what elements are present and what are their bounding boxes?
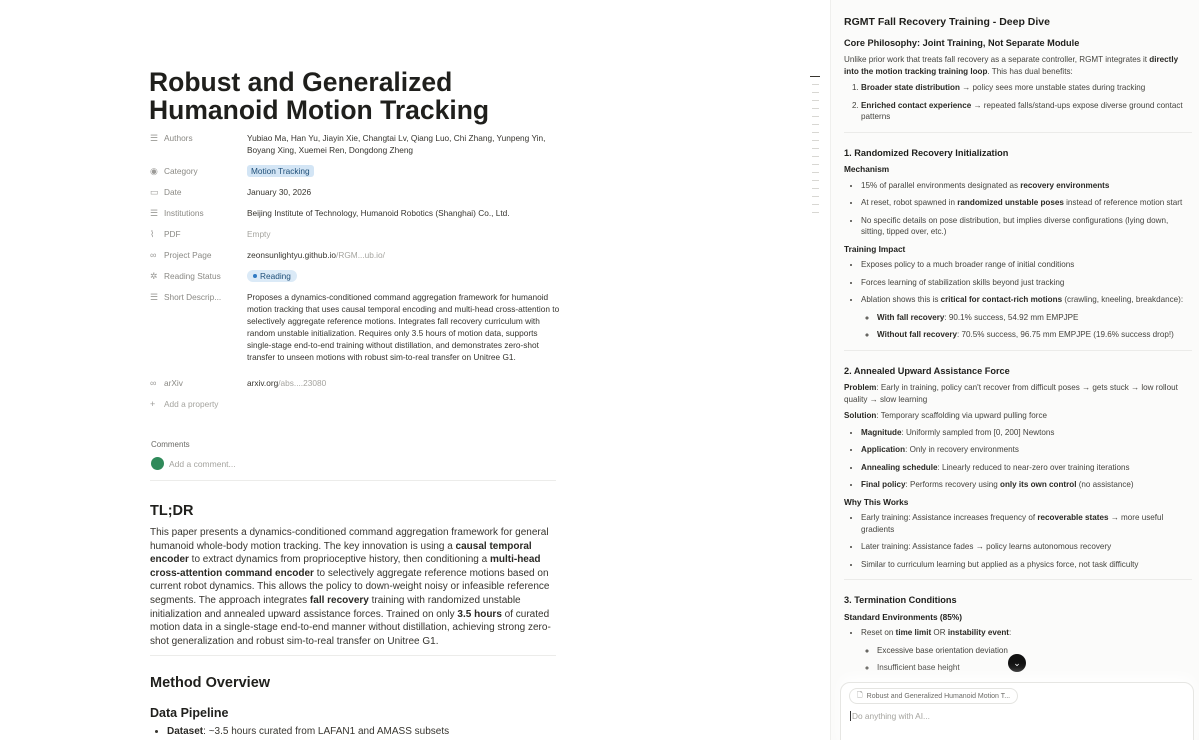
list-item bbox=[861, 277, 1192, 289]
bold-text: Application bbox=[861, 445, 906, 454]
property-label-text: Category bbox=[164, 166, 198, 176]
category-tag[interactable]: Motion Tracking bbox=[247, 165, 314, 177]
comment-placeholder[interactable]: Add a comment... bbox=[169, 458, 236, 469]
list-item bbox=[861, 427, 1192, 439]
paperclip-icon: ⌇ bbox=[150, 229, 155, 239]
select-circle-icon: ◉ bbox=[150, 166, 158, 176]
bold-text: Magnitude bbox=[861, 427, 902, 437]
property-label-text: Date bbox=[164, 187, 182, 197]
link-path[interactable]: /abs....23080 bbox=[278, 378, 327, 388]
list-item bbox=[861, 215, 1192, 238]
status-icon: ✲ bbox=[150, 271, 158, 281]
text-segment: : ~3.5 hours curated from LAFAN1 and AMASS subsets bbox=[203, 726, 450, 737]
text-segment: : 90.1% success, 54.92 mm EMPJPE bbox=[944, 312, 1079, 322]
text-segment: of curated motion data in a single-stage end-to-end manner without distillation, achieving strong zero-shot generalization and robust sim-to-real transfer on Unitree G1. bbox=[150, 608, 551, 647]
list-item bbox=[861, 541, 1192, 553]
list-item bbox=[861, 479, 1192, 491]
text-segment: Similar to curriculum learning but applied as a physics force, not task difficulty bbox=[861, 559, 1139, 569]
divider bbox=[844, 579, 1192, 580]
text-segment: This paper presents a dynamics-conditioned command aggregation framework for general humanoid whole-body motion tracking. The key innovation is using a bbox=[150, 527, 549, 552]
property-value[interactable] bbox=[247, 228, 560, 240]
sub-list-item bbox=[877, 312, 1192, 324]
context-chip[interactable] bbox=[849, 688, 1018, 704]
link-domain[interactable]: arxiv.org bbox=[247, 378, 279, 388]
text-segment: : 70.5% success, 96.75 mm EMPJPE (19.6% success drop!) bbox=[956, 330, 1174, 339]
bold-text: only its own control bbox=[1000, 480, 1077, 489]
text-segment: training with randomized unstable initialization and annealed upward assistance forces. Trained on only bbox=[150, 594, 521, 620]
property-row[interactable] bbox=[150, 249, 560, 261]
context-chip-label: Robust and Generalized Humanoid Motion T... bbox=[866, 692, 1011, 700]
text-lines-icon: ☰ bbox=[150, 133, 159, 143]
mechanism-list bbox=[861, 180, 1192, 238]
bold-text: 3.5 hours bbox=[457, 608, 502, 620]
ai-input[interactable]: Do anything with AI... bbox=[852, 711, 930, 721]
property-label-text: Project Page bbox=[164, 250, 212, 260]
status-badge[interactable] bbox=[247, 270, 297, 282]
data-pipeline-list bbox=[167, 725, 573, 739]
text-segment: (crawling, kneeling, breakdance): bbox=[1062, 295, 1184, 304]
property-label-text: PDF bbox=[164, 229, 181, 239]
mechanism-heading: Mechanism bbox=[844, 164, 890, 174]
divider bbox=[150, 655, 556, 656]
bold-text: Solution bbox=[844, 411, 877, 420]
property-label-text: arXiv bbox=[164, 378, 183, 388]
method-heading: Method Overview bbox=[150, 675, 271, 691]
tldr-text bbox=[150, 526, 556, 648]
add-comment[interactable] bbox=[151, 457, 236, 470]
property-label[interactable] bbox=[150, 228, 247, 240]
property-value[interactable] bbox=[247, 249, 560, 261]
bold-text: recoverable states bbox=[1037, 513, 1109, 522]
bold-text: multi-head cross-attention command encoder bbox=[150, 554, 541, 579]
plus-icon: + bbox=[150, 399, 156, 409]
properties bbox=[150, 132, 560, 419]
bold-text: recovery environments bbox=[1020, 180, 1110, 190]
property-label-text: Authors bbox=[164, 133, 193, 143]
bold-text: Problem bbox=[844, 383, 877, 392]
response-title: RGMT Fall Recovery Training - Deep Dive bbox=[844, 16, 1050, 28]
property-value[interactable] bbox=[247, 377, 560, 389]
property-value-text: Beijing Institute of Technology, Humanoid Robotics (Shanghai) Co., Ltd. bbox=[247, 208, 510, 218]
property-row[interactable] bbox=[150, 377, 560, 389]
section-2-heading: 2. Annealed Upward Assistance Force bbox=[844, 365, 1010, 376]
list-item bbox=[861, 197, 1192, 209]
list-item bbox=[861, 100, 1192, 123]
list-item bbox=[861, 559, 1192, 571]
text-segment: OR bbox=[931, 628, 948, 637]
sub-list-item bbox=[877, 662, 1192, 674]
text-lines-icon: ☰ bbox=[150, 208, 159, 218]
property-label-text: Short Descrip... bbox=[164, 292, 222, 302]
property-label[interactable] bbox=[150, 165, 247, 177]
property-value[interactable] bbox=[247, 270, 560, 282]
text-segment: Later training: Assistance fades → policy learns autonomous recovery bbox=[861, 542, 1112, 551]
page-title[interactable]: Robust and Generalized Humanoid Motion Tracking bbox=[149, 67, 490, 125]
text-segment: to extract dynamics from proprioceptive history, then conditioning a bbox=[188, 554, 490, 566]
ai-panel bbox=[830, 0, 1199, 740]
text-segment: instead of reference motion start bbox=[1063, 198, 1183, 207]
add-property-button[interactable] bbox=[150, 398, 560, 410]
property-value[interactable] bbox=[247, 132, 560, 156]
solution-list bbox=[861, 427, 1192, 491]
scroll-down-button[interactable] bbox=[1008, 654, 1026, 672]
property-value-text: January 30, 2026 bbox=[247, 187, 312, 197]
property-label[interactable] bbox=[150, 270, 247, 282]
bold-text: Final policy bbox=[861, 480, 906, 489]
why-list bbox=[861, 512, 1192, 570]
property-label[interactable] bbox=[150, 207, 247, 219]
divider bbox=[844, 132, 1192, 133]
standard-env-heading: Standard Environments (85%) bbox=[844, 611, 963, 622]
text-segment: Ablation shows this is bbox=[861, 295, 941, 304]
calendar-icon: ▭ bbox=[150, 187, 159, 197]
property-row[interactable] bbox=[150, 270, 560, 282]
section-3-heading: 3. Termination Conditions bbox=[844, 595, 957, 605]
bold-text: fall recovery bbox=[309, 594, 369, 606]
chevron-down-icon: ⌄ bbox=[1013, 657, 1021, 668]
property-label[interactable] bbox=[150, 186, 247, 198]
list-item bbox=[167, 725, 573, 739]
text-segment: : Only in recovery environments bbox=[905, 445, 1019, 454]
text-segment: to selectively aggregate reference motions based on current robot dynamics. This allows the policy to down-weight noisy or infeasible reference segments. The approach integrates bbox=[150, 567, 550, 606]
sub-list bbox=[877, 312, 1192, 341]
sub-list-item bbox=[877, 645, 1192, 657]
property-value[interactable] bbox=[247, 186, 560, 198]
bold-text: randomized unstable poses bbox=[957, 198, 1064, 207]
property-value-text: Empty bbox=[247, 229, 271, 239]
list-item bbox=[861, 82, 1192, 94]
bold-text: Broader state distribution bbox=[861, 83, 960, 92]
avatar bbox=[151, 457, 164, 470]
comments-label: Comments bbox=[151, 440, 190, 449]
bold-text: Without fall recovery bbox=[877, 330, 957, 339]
bold-text: Annealing schedule bbox=[861, 462, 938, 472]
link-path[interactable]: /RGM...ub.io/ bbox=[336, 250, 385, 260]
property-row[interactable] bbox=[150, 132, 560, 156]
text-segment: : Performs recovery using bbox=[905, 480, 1000, 489]
bold-text: instability event bbox=[947, 628, 1009, 637]
text-segment: Excessive base orientation deviation bbox=[877, 645, 1008, 655]
text-segment: 15% of parallel environments designated as bbox=[861, 180, 1021, 190]
property-row[interactable] bbox=[150, 291, 560, 363]
text-segment: Early training: Assistance increases frequency of bbox=[861, 513, 1038, 522]
property-value-text: Yubiao Ma, Han Yu, Jiayin Xie, Changtai Lv, Qiang Luo, Chi Zhang, Yunpeng Yin, Boyang Xing, Xuemei Ren, Dongdong Zheng bbox=[247, 133, 546, 155]
bold-text: directly into the motion tracking training loop bbox=[844, 55, 1179, 76]
list-item bbox=[861, 462, 1192, 474]
property-value[interactable] bbox=[247, 207, 560, 219]
divider bbox=[844, 350, 1192, 351]
why-heading: Why This Works bbox=[844, 496, 909, 507]
ai-composer[interactable] bbox=[840, 682, 1194, 740]
solution-text bbox=[844, 410, 1192, 422]
text-segment: → policy sees more unstable states during tracking bbox=[959, 83, 1146, 92]
property-value[interactable] bbox=[247, 165, 560, 177]
link-icon: ∞ bbox=[150, 250, 157, 260]
text-segment: Forces learning of stabilization skills beyond just tracking bbox=[861, 277, 1065, 287]
impact-heading: Training Impact bbox=[844, 243, 906, 254]
status-dot bbox=[253, 274, 257, 278]
status-label: Reading bbox=[260, 271, 291, 281]
data-pipeline-heading: Data Pipeline bbox=[150, 706, 229, 720]
problem-text bbox=[844, 382, 1192, 405]
property-label[interactable] bbox=[150, 377, 247, 389]
impact-list bbox=[861, 259, 1192, 341]
link-icon: ∞ bbox=[150, 378, 157, 388]
text-segment: No specific details on pose distribution, but implies diverse configurations (lying down, sitting, tipped over, etc.) bbox=[861, 215, 1169, 236]
sub-list-item bbox=[877, 329, 1192, 341]
divider bbox=[150, 480, 556, 481]
property-label[interactable] bbox=[150, 132, 247, 156]
add-property-label: Add a property bbox=[164, 399, 219, 409]
page-icon: 🗋 bbox=[857, 691, 863, 699]
list-item bbox=[861, 180, 1192, 192]
core-intro bbox=[844, 54, 1192, 77]
bold-text: Dataset bbox=[167, 726, 204, 737]
list-item bbox=[861, 259, 1192, 271]
bold-text: Enriched contact experience bbox=[861, 100, 972, 110]
text-segment: Reset on bbox=[861, 628, 896, 637]
text-segment: : Early in training, policy can't recover from difficult poses → gets stuck → low rollout quality → slow learning bbox=[844, 383, 1178, 404]
tldr-heading: TL;DR bbox=[150, 503, 194, 519]
text-segment: : Linearly reduced to near-zero over training iterations bbox=[937, 462, 1130, 472]
list-item bbox=[861, 444, 1192, 456]
bold-text: time limit bbox=[895, 628, 932, 637]
list-item bbox=[861, 294, 1192, 341]
text-segment: : bbox=[1009, 628, 1012, 637]
text-segment: . This has dual benefits: bbox=[987, 66, 1073, 76]
property-label-text: Reading Status bbox=[164, 271, 221, 281]
list-item bbox=[861, 512, 1192, 535]
property-row[interactable] bbox=[150, 228, 560, 240]
core-list bbox=[861, 82, 1192, 123]
ai-response bbox=[844, 17, 1192, 697]
table-of-contents[interactable] bbox=[810, 76, 820, 220]
bold-text: critical for contact-rich motions bbox=[940, 295, 1063, 304]
property-label[interactable] bbox=[150, 291, 247, 363]
text-segment: : Temporary scaffolding via upward pulling force bbox=[876, 411, 1048, 420]
text-segment: Unlike prior work that treats fall recovery as a separate controller, RGMT integrates it bbox=[844, 55, 1150, 64]
section-1-heading: 1. Randomized Recovery Initialization bbox=[844, 147, 1009, 158]
property-value[interactable] bbox=[247, 291, 560, 363]
property-label[interactable] bbox=[150, 249, 247, 261]
text-segment: : Uniformly sampled from [0, 200] Newtons bbox=[901, 427, 1055, 437]
text-segment: At reset, robot spawned in bbox=[861, 198, 958, 207]
core-heading: Core Philosophy: Joint Training, Not Separate Module bbox=[844, 37, 1080, 48]
text-segment: Exposes policy to a much broader range of initial conditions bbox=[861, 260, 1075, 269]
bold-text: With fall recovery bbox=[877, 312, 945, 322]
text-segment: (no assistance) bbox=[1076, 480, 1134, 489]
property-row[interactable] bbox=[150, 186, 560, 198]
property-value-text: Proposes a dynamics-conditioned command aggregation framework for humanoid motion tracking that uses causal temporal encoding and multi-head cross-attention to selectively aggregate reference motions. Integrates fall recovery curriculum with random unstable initialization. Requires only 3.5 hours of motion data, supports single-stage end-to-end training without distillation, and demonstrates zero-shot transfer to unseen motions with robust sim-to-real transfer on Unitree G1. bbox=[247, 292, 560, 362]
property-row[interactable] bbox=[150, 207, 560, 219]
property-label-text: Institutions bbox=[164, 208, 204, 218]
property-row[interactable] bbox=[150, 165, 560, 177]
text-segment: → repeated falls/stand-ups expose diverse ground contact patterns bbox=[861, 100, 1183, 121]
text-segment: Insufficient base height bbox=[877, 663, 960, 672]
text-lines-icon: ☰ bbox=[150, 292, 159, 302]
bold-text: causal temporal encoder bbox=[150, 540, 532, 566]
link-domain[interactable]: zeonsunlightyu.github.io bbox=[247, 250, 337, 260]
text-segment: → more useful gradients bbox=[861, 513, 1164, 534]
